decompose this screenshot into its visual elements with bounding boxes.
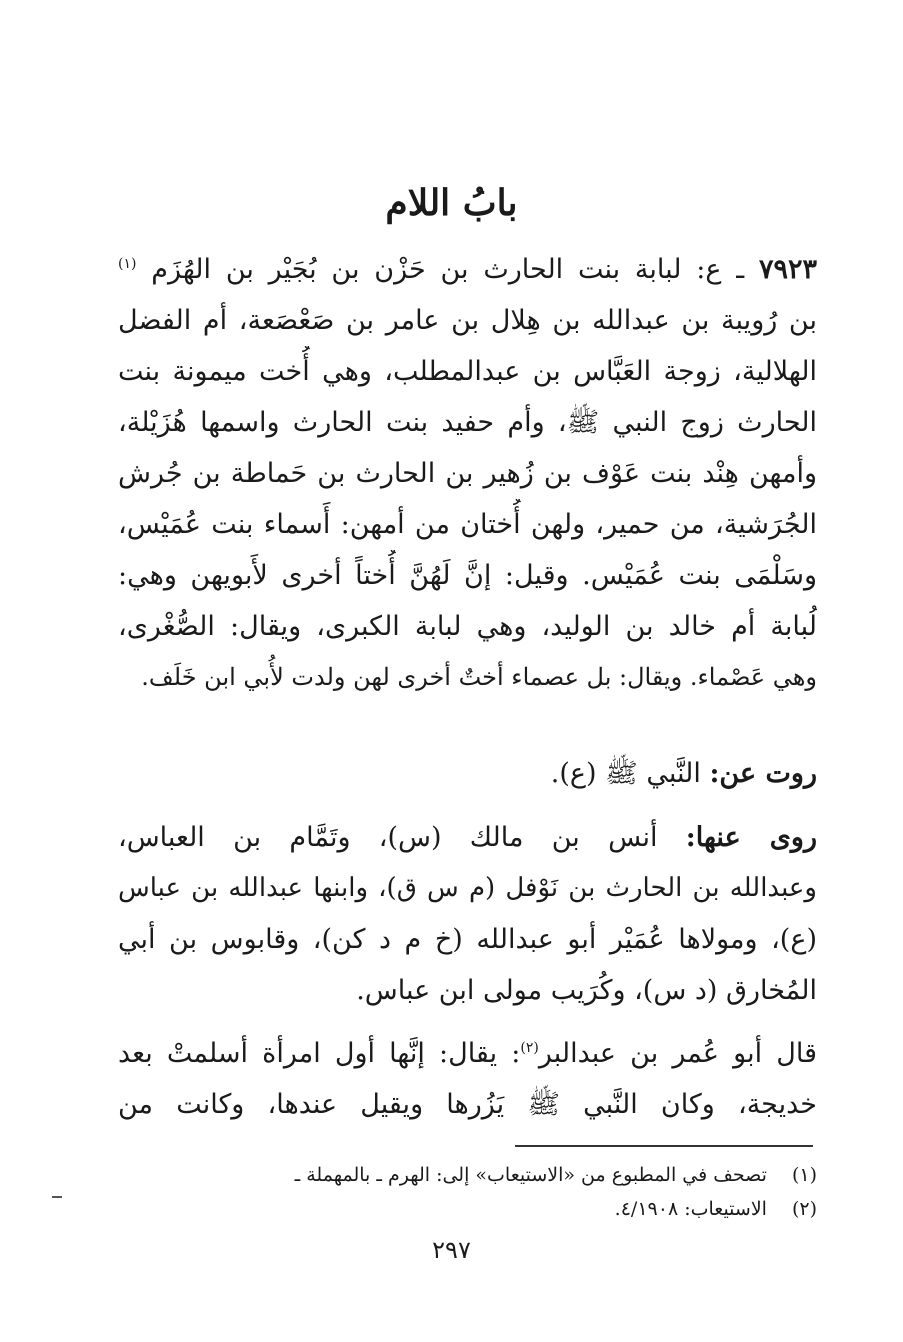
footnote-ref: (١) bbox=[118, 256, 137, 272]
narrators-line-text: أنس بن مالك (س)، وتَمَّام بن العباس، bbox=[118, 822, 658, 853]
footnotes bbox=[220, 1158, 817, 1226]
footnote bbox=[220, 1158, 817, 1192]
quote-line: خديجة، وكان النَّبي ﷺ يَزُرها ويقيل عندها، وكانت من bbox=[118, 1089, 817, 1120]
entry-number: ٧٩٢٣ bbox=[758, 254, 817, 285]
footnote-text: تصحف في المطبوع من «الاستيعاب» إلى: الهرم ـ بالمهملة ـ bbox=[294, 1164, 767, 1186]
narrators-line bbox=[118, 812, 817, 863]
narrated-from-line bbox=[118, 748, 817, 799]
footnote-divider bbox=[515, 1145, 813, 1147]
entry-line: لُبابة أم خالد بن الوليد، وهي لبابة الكبرى، ويقال: الصُّغْرى، bbox=[118, 611, 817, 642]
entry-line bbox=[118, 244, 817, 295]
entry-line: وهي عَصْماء. ويقال: بل عصماء أختٌ أخرى لهن ولدت لأُبي ابن خَلَف. bbox=[141, 663, 817, 691]
footnote-number: (١) bbox=[791, 1164, 817, 1186]
narrators-line: المُخارق (د س)، وكُرَيب مولى ابن عباس. bbox=[356, 975, 817, 1006]
footnote-text: الاستيعاب: ٤/١٩٠٨. bbox=[614, 1198, 767, 1220]
entry-line: وأمهن هِنْد بنت عَوْف بن زُهير بن الحارث بن حَماطة بن جُرش bbox=[118, 458, 817, 489]
narrators-line: (ع)، ومولاها عُمَيْر أبو عبدالله (خ م د كن)، وقابوس بن أبي bbox=[118, 924, 817, 955]
narrators-label: روى عنها: bbox=[685, 822, 817, 853]
footnote bbox=[220, 1192, 817, 1226]
entry-line-text: ـ ع: لبابة بنت الحارث بن حَزْن بن بُجَيْر بن الهُزَم bbox=[151, 254, 745, 285]
quote-start: قال أبو عُمر بن عبدالبر bbox=[538, 1038, 817, 1069]
entry-line: الجُرَشية، من حمير، ولهن أُختان من أمهن: أَسماء بنت عُمَيْس، bbox=[118, 509, 817, 540]
quote-line bbox=[118, 1028, 817, 1079]
page-number: ٢٩٧ bbox=[432, 1236, 471, 1264]
narrated-from-label: روت عن: bbox=[709, 758, 817, 789]
margin-mark bbox=[52, 1196, 62, 1198]
chapter-heading: بابُ اللام bbox=[385, 182, 518, 224]
footnote-number: (٢) bbox=[791, 1198, 817, 1220]
narrated-from-text: النَّبي ﷺ (ع). bbox=[550, 758, 701, 789]
entry-line: وسَلْمَى بنت عُمَيْس. وقيل: إنَّ لَهُنَّ أُختاً أخرى لأَبويهن وهي: bbox=[118, 560, 817, 591]
entry-line: الهلالية، زوجة العَبَّاس بن عبدالمطلب، وهي أُخت ميمونة بنت bbox=[118, 356, 817, 387]
narrated-from-section bbox=[118, 748, 817, 799]
footnote-ref: (٢) bbox=[520, 1040, 539, 1056]
quote-rest: : يقال: إنَّها أول امرأة أسلمتْ بعد bbox=[118, 1038, 521, 1069]
quote-section bbox=[118, 1028, 817, 1130]
entry-line: بن رُويبة بن عبدالله بن هِلال بن عامر بن صَعْصَعة، أم الفضل bbox=[118, 305, 817, 336]
entry-line: الحارث زوج النبي ﷺ، وأم حفيد بنت الحارث واسمها هُزَيْلة، bbox=[118, 407, 817, 438]
narrators-line: وعبدالله بن الحارث بن نَوْفل (م س ق)، وابنها عبدالله بن عباس bbox=[118, 873, 817, 903]
biography-entry bbox=[118, 244, 817, 703]
narrators-section bbox=[118, 812, 817, 1016]
